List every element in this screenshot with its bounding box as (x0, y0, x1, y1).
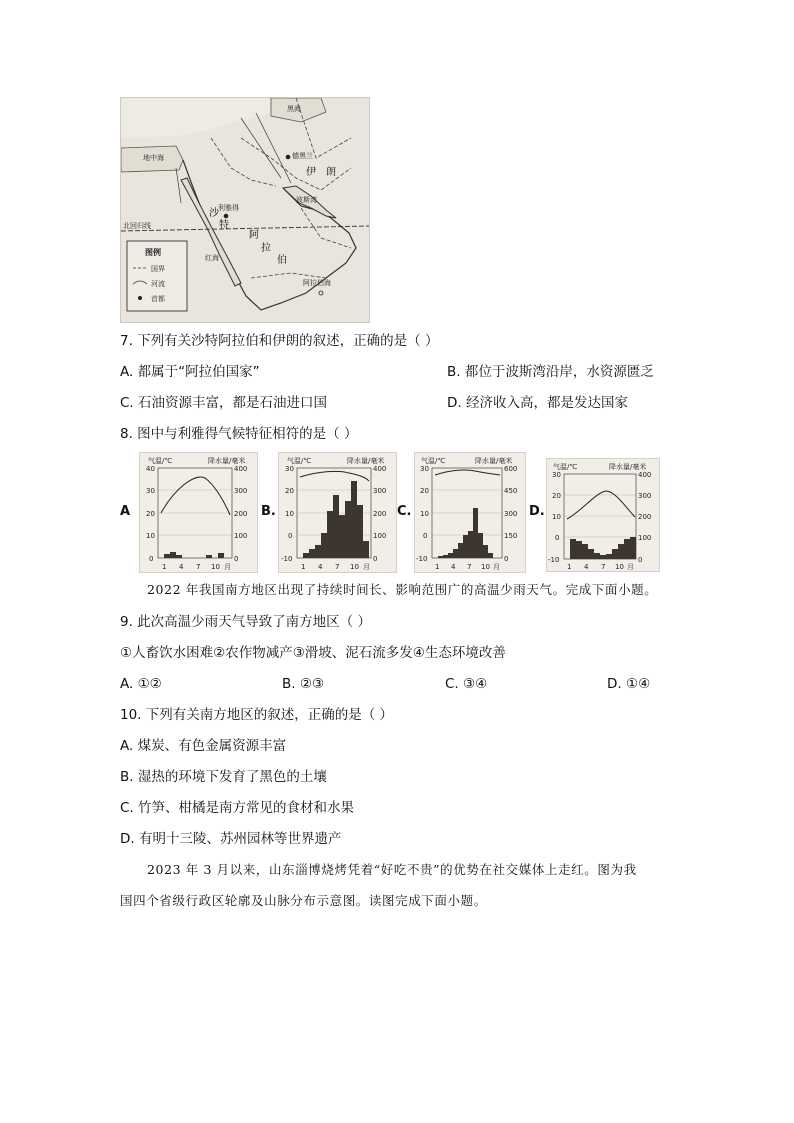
svg-text:20: 20 (146, 510, 155, 518)
q7-option-c[interactable]: C. 石油资源丰富，都是石油进口国 (120, 395, 328, 411)
svg-text:300: 300 (234, 487, 248, 495)
svg-text:100: 100 (373, 532, 387, 540)
map-label-tropic: 北回归线 (123, 222, 151, 230)
svg-text:月: 月 (627, 563, 634, 571)
q8-option-d-label[interactable]: D. (529, 504, 545, 519)
svg-text:10: 10 (420, 510, 429, 518)
q9-option-a[interactable]: A. ①② (120, 676, 162, 692)
svg-text:0: 0 (638, 556, 643, 564)
svg-text:1: 1 (435, 563, 440, 571)
q9-items: ①人畜饮水困难②农作物减产③滑坡、泥石流多发④生态环境改善 (120, 645, 506, 661)
svg-text:20: 20 (285, 487, 294, 495)
intro-2023-line2: 国四个省级行政区轮廓及山脉分布示意图。读图完成下面小题。 (120, 893, 487, 908)
svg-text:10: 10 (211, 563, 220, 571)
svg-text:30: 30 (146, 487, 155, 495)
map-label-black-sea: 黑海 (287, 105, 301, 113)
map-label-gulf: 波斯湾 (296, 196, 317, 204)
map-drawing (121, 98, 369, 322)
svg-text:100: 100 (234, 532, 248, 540)
map-label-saudi-3: 阿 (249, 230, 259, 241)
svg-text:0: 0 (504, 555, 509, 563)
q8-stem: 8. 图中与利雅得气候特征相符的是（ ） (120, 426, 358, 442)
svg-text:300: 300 (504, 510, 518, 518)
svg-text:200: 200 (373, 510, 387, 518)
svg-text:400: 400 (638, 471, 652, 479)
svg-text:100: 100 (638, 534, 652, 542)
climate-chart-b[interactable] (278, 452, 397, 573)
svg-text:10: 10 (350, 563, 359, 571)
map-label-saudi-5: 伯 (277, 255, 287, 266)
legend-title: 图例 (145, 248, 161, 257)
svg-text:300: 300 (373, 487, 387, 495)
svg-text:150: 150 (504, 532, 518, 540)
svg-text:7: 7 (335, 563, 340, 571)
q10-option-d[interactable]: D. 有明十三陵、苏州园林等世界遗产 (120, 831, 342, 847)
map-label-red-sea: 红海 (205, 254, 219, 262)
svg-text:7: 7 (196, 563, 201, 571)
map-label-saudi-2: 特 (219, 220, 229, 231)
svg-text:300: 300 (638, 492, 652, 500)
legend-border-label: 国界 (151, 265, 165, 273)
svg-text:30: 30 (285, 465, 294, 473)
intro-2023-line1: 2023 年 3 月以来，山东淄博烧烤凭着“好吃不贵”的优势在社交媒体上走红。图为我 (147, 862, 637, 877)
svg-text:20: 20 (420, 487, 429, 495)
svg-text:10: 10 (146, 532, 155, 540)
q8-option-a-label[interactable]: A (120, 504, 131, 519)
q9-option-c[interactable]: C. ③④ (445, 676, 488, 692)
riyadh-capital-dot (224, 214, 229, 219)
intro-2022: 2022 年我国南方地区出现了持续时间长、影响范围广的高温少雨天气。完成下面小题。 (147, 582, 658, 597)
q9-option-d[interactable]: D. ①④ (607, 676, 651, 692)
map-label-saudi-1: 沙 (209, 208, 219, 219)
svg-text:450: 450 (504, 487, 518, 495)
legend-capital-label: 首都 (151, 295, 165, 303)
q9-option-b[interactable]: B. ②③ (282, 676, 325, 692)
climate-chart-a[interactable] (139, 452, 258, 573)
svg-text:400: 400 (234, 465, 248, 473)
svg-text:降水量/毫米: 降水量/毫米 (347, 457, 385, 465)
map-label-arabian-sea: 阿拉伯海 (303, 279, 331, 287)
svg-text:30: 30 (552, 471, 561, 479)
svg-text:降水量/毫米: 降水量/毫米 (609, 463, 647, 471)
chart-a-temp-label: 气温/℃ (148, 457, 173, 465)
q10-stem: 10. 下列有关南方地区的叙述，正确的是（ ） (120, 707, 394, 723)
svg-text:20: 20 (552, 492, 561, 500)
svg-text:月: 月 (224, 563, 231, 571)
map-label-saudi-4: 拉 (261, 243, 271, 254)
svg-text:0: 0 (149, 555, 154, 563)
middle-east-map (120, 97, 370, 323)
map-label-mediterranean: 地中海 (143, 154, 164, 162)
q7-stem: 7. 下列有关沙特阿拉伯和伊朗的叙述，正确的是（ ） (120, 333, 439, 349)
map-label-iran-2: 朗 (326, 167, 336, 178)
q7-option-b[interactable]: B. 都位于波斯湾沿岸，水资源匮乏 (447, 364, 654, 380)
q7-option-a[interactable]: A. 都属于“阿拉伯国家” (120, 364, 260, 380)
svg-text:200: 200 (638, 513, 652, 521)
svg-text:400: 400 (373, 465, 387, 473)
q10-option-c[interactable]: C. 竹笋、柑橘是南方常见的食材和水果 (120, 800, 355, 816)
svg-text:1: 1 (567, 563, 572, 571)
svg-text:降水量/毫米: 降水量/毫米 (475, 457, 513, 465)
svg-text:4: 4 (318, 563, 323, 571)
svg-text:10: 10 (481, 563, 490, 571)
svg-text:0: 0 (423, 532, 428, 540)
svg-text:0: 0 (288, 532, 293, 540)
climate-chart-c[interactable] (414, 452, 526, 573)
svg-text:月: 月 (363, 563, 370, 571)
q8-option-c-label[interactable]: C. (397, 504, 412, 519)
svg-text:气温/℃: 气温/℃ (421, 457, 446, 465)
map-label-iran-1: 伊 (306, 167, 316, 178)
svg-text:7: 7 (467, 563, 472, 571)
q8-option-b-label[interactable]: B. (261, 504, 276, 519)
svg-text:7: 7 (601, 563, 606, 571)
svg-text:4: 4 (584, 563, 589, 571)
tehran-capital-dot (286, 155, 291, 160)
svg-text:0: 0 (373, 555, 378, 563)
svg-text:0: 0 (555, 534, 560, 542)
svg-text:4: 4 (451, 563, 456, 571)
svg-text:-10: -10 (548, 556, 560, 564)
svg-text:40: 40 (146, 465, 155, 473)
map-label-riyadh: 利雅得 (218, 204, 239, 212)
svg-text:-10: -10 (281, 555, 293, 563)
map-label-tehran: 德黑兰 (292, 152, 313, 160)
svg-text:月: 月 (493, 563, 500, 571)
svg-text:1: 1 (301, 563, 306, 571)
svg-text:10: 10 (615, 563, 624, 571)
svg-text:4: 4 (179, 563, 184, 571)
svg-text:600: 600 (504, 465, 518, 473)
q9-stem: 9. 此次高温少雨天气导致了南方地区（ ） (120, 614, 371, 630)
svg-text:1: 1 (162, 563, 167, 571)
q7-option-d[interactable]: D. 经济收入高，都是发达国家 (447, 395, 628, 411)
svg-text:200: 200 (234, 510, 248, 518)
chart-a-precip-label: 降水量/毫米 (208, 457, 246, 465)
svg-text:30: 30 (420, 465, 429, 473)
svg-text:气温/℃: 气温/℃ (287, 457, 312, 465)
q10-option-a[interactable]: A. 煤炭、有色金属资源丰富 (120, 738, 287, 754)
svg-text:-10: -10 (416, 555, 428, 563)
svg-text:0: 0 (234, 555, 239, 563)
q10-option-b[interactable]: B. 湿热的环境下发育了黑色的土壤 (120, 769, 327, 785)
legend-river-label: 河流 (151, 280, 165, 288)
svg-text:10: 10 (552, 513, 561, 521)
climate-chart-d[interactable] (546, 458, 660, 572)
svg-text:气温/℃: 气温/℃ (553, 463, 578, 471)
svg-text:10: 10 (285, 510, 294, 518)
